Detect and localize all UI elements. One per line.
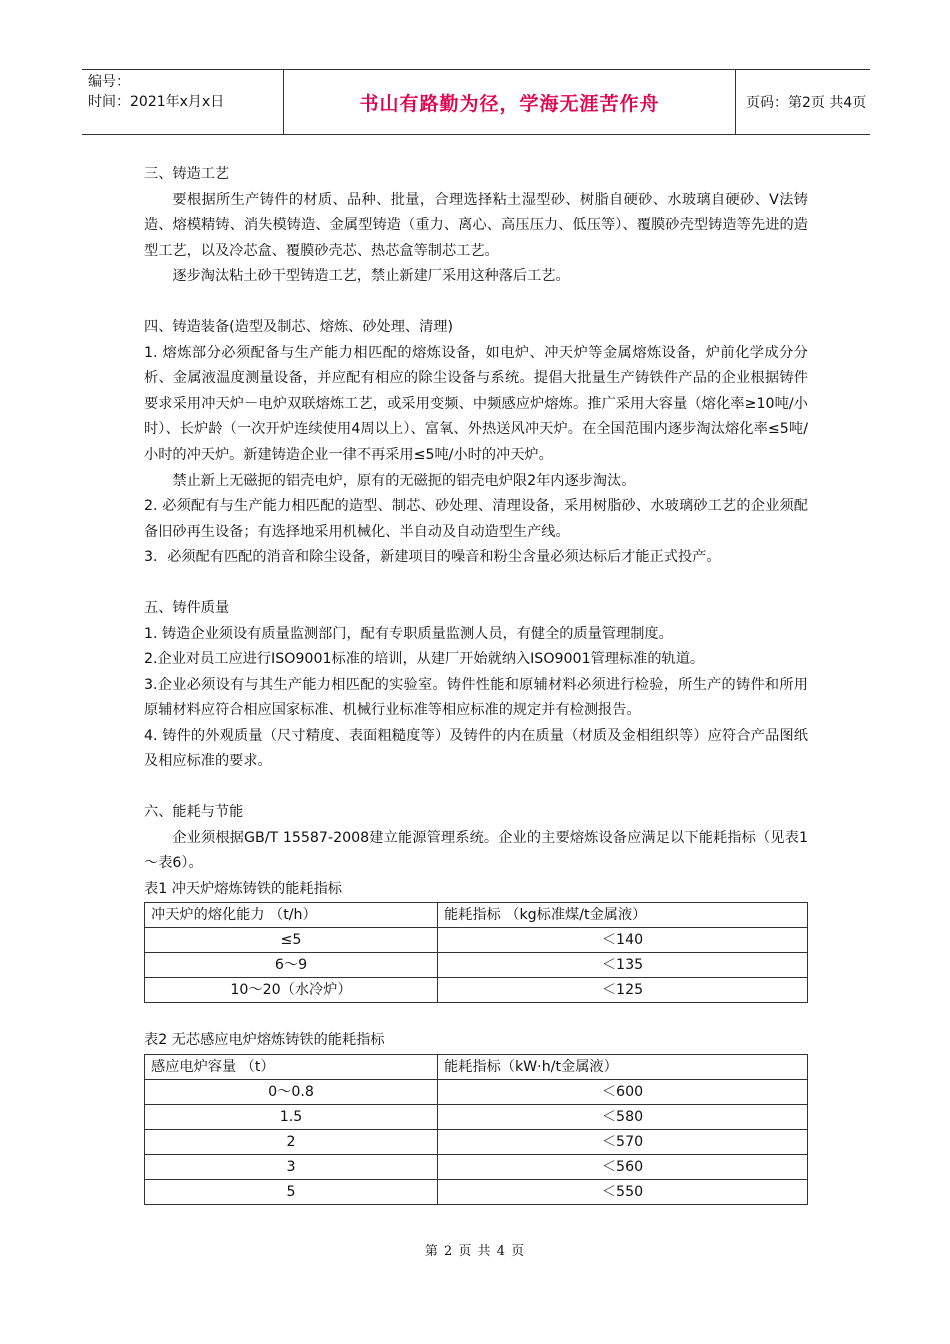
header-motto: 书山有路勤为径，学海无涯苦作舟 — [284, 70, 736, 134]
table-cell: 2 — [145, 1130, 438, 1155]
paragraph: 3．必须配有匹配的消音和除尘设备，新建项目的噪音和粉尘含量必须达标后才能正式投产。 — [144, 549, 721, 566]
table-row — [145, 1155, 808, 1180]
table-header-cell: 冲天炉的熔化能力 （t/h） — [145, 903, 438, 928]
document-number: 编号： — [88, 74, 130, 90]
document-body — [144, 162, 808, 1205]
table-header-cell: 能耗指标 （kg标准煤/t金属液） — [438, 903, 808, 928]
section-title: 三、铸造工艺 — [144, 166, 230, 182]
table-header-cell: 能耗指标（kW·h/t金属液） — [438, 1055, 808, 1080]
table-row — [145, 953, 808, 978]
paragraph: 1. 熔炼部分必须配备与生产能力相匹配的熔炼设备，如电炉、冲天炉等金属熔炼设备，炉前化学成分分析、金属液温度测量设备，并应配有相应的除尘设备与系统。提倡大批量生产铸铁件产品的企业根据铸件要求采用冲天炉－电炉双联熔炼工艺，或采用变频、中频感应炉熔炼。推广采用大容量（熔化率≥10吨/小时）、长炉龄（一次开炉连续使用4周以上）、富氧、外热送风冲天炉。在全国范围内逐步淘汰熔化率≤5吨/小时的冲天炉。新建铸造企业一律不再采用≤5吨/小时的冲天炉。 — [144, 344, 808, 463]
page-header — [82, 69, 870, 135]
table-header-row — [145, 1055, 808, 1080]
page-footer: 第 2 页 共 4 页 — [424, 1244, 526, 1259]
paragraph: 3.企业必须设有与其生产能力相匹配的实验室。铸件性能和原辅材料必须进行检验，所生产的铸件和所用原辅材料应符合相应国家标准、机械行业标准等相应标准的规定并有检测报告。 — [144, 676, 808, 719]
table-header-row — [145, 903, 808, 928]
paragraph: 企业须根据GB/T 15587-2008建立能源管理系统。企业的主要熔炼设备应满足以下能耗指标（见表1～表6）。 — [144, 829, 808, 872]
table-cell: ＜550 — [438, 1180, 808, 1205]
section-title: 五、铸件质量 — [144, 599, 230, 616]
table-cell: ＜600 — [438, 1080, 808, 1105]
paragraph: 1. 铸造企业须设有质量监测部门，配有专职质量监测人员，有健全的质量管理制度。 — [144, 625, 673, 642]
table-cell: 5 — [145, 1180, 438, 1205]
table-row — [145, 928, 808, 953]
table-cell: ≤5 — [145, 928, 438, 953]
table-caption: 表1 冲天炉熔炼铸铁的能耗指标 — [144, 880, 342, 897]
paragraph: 逐步淘汰粘土砂干型铸造工艺，禁止新建厂采用这种落后工艺。 — [172, 268, 570, 285]
paragraph: 4. 铸件的外观质量（尺寸精度、表面粗糙度等）及铸件的内在质量（材质及金相组织等）应符合产品图纸及相应标准的要求。 — [144, 727, 808, 770]
table-caption: 表2 无芯感应电炉熔炼铸铁的能耗指标 — [144, 1032, 385, 1049]
table-cell: ＜125 — [438, 978, 808, 1003]
table-row — [145, 1180, 808, 1205]
paragraph: 2. 必须配有与生产能力相匹配的造型、制芯、砂处理、清理设备，采用树脂砂、水玻璃砂工艺的企业须配备旧砂再生设备；有选择地采用机械化、半自动及自动造型生产线。 — [144, 498, 808, 540]
table-cell: 0～0.8 — [145, 1080, 438, 1105]
table-cell: 10～20（水冷炉） — [145, 978, 438, 1003]
table-cell: ＜560 — [438, 1155, 808, 1180]
table-cell: 6～9 — [145, 953, 438, 978]
table-cell: ＜570 — [438, 1130, 808, 1155]
header-page-number: 页码：第2页 共4页 — [746, 95, 867, 111]
table-row — [145, 1080, 808, 1105]
section-title: 四、铸造装备(造型及制芯、熔炼、砂处理、清理) — [144, 318, 454, 335]
section-title: 六、能耗与节能 — [144, 804, 244, 821]
paragraph: 2.企业对员工应进行ISO9001标准的培训，从建厂开始就纳入ISO9001管理标准的轨道。 — [144, 651, 705, 668]
table-row — [145, 1105, 808, 1130]
table-cell: ＜580 — [438, 1105, 808, 1130]
table-cell: 1.5 — [145, 1105, 438, 1130]
document-date: 时间：2021年x月x日 — [88, 94, 225, 110]
table-cell: ＜135 — [438, 953, 808, 978]
paragraph: 要根据所生产铸件的材质、品种、批量，合理选择粘土湿型砂、树脂自硬砂、水玻璃自硬砂、V法铸造、熔模精铸、消失模铸造、金属型铸造（重力、离心、高压压力、低压等）、覆膜砂壳型铸造等先进的造型工艺，以及冷芯盒、覆膜砂壳芯、热芯盒等制芯工艺。 — [144, 191, 808, 259]
table-cell: ＜140 — [438, 928, 808, 953]
paragraph: 禁止新上无磁扼的铝壳电炉，原有的无磁扼的铝壳电炉限2年内逐步淘汰。 — [172, 472, 636, 489]
table-header-cell: 感应电炉容量 （t） — [145, 1055, 438, 1080]
header-meta — [82, 70, 284, 134]
table-row — [145, 1130, 808, 1155]
energy-table-induction — [144, 1054, 808, 1205]
table-cell: 3 — [145, 1155, 438, 1180]
table-row — [145, 978, 808, 1003]
energy-table-cupola — [144, 902, 808, 1003]
